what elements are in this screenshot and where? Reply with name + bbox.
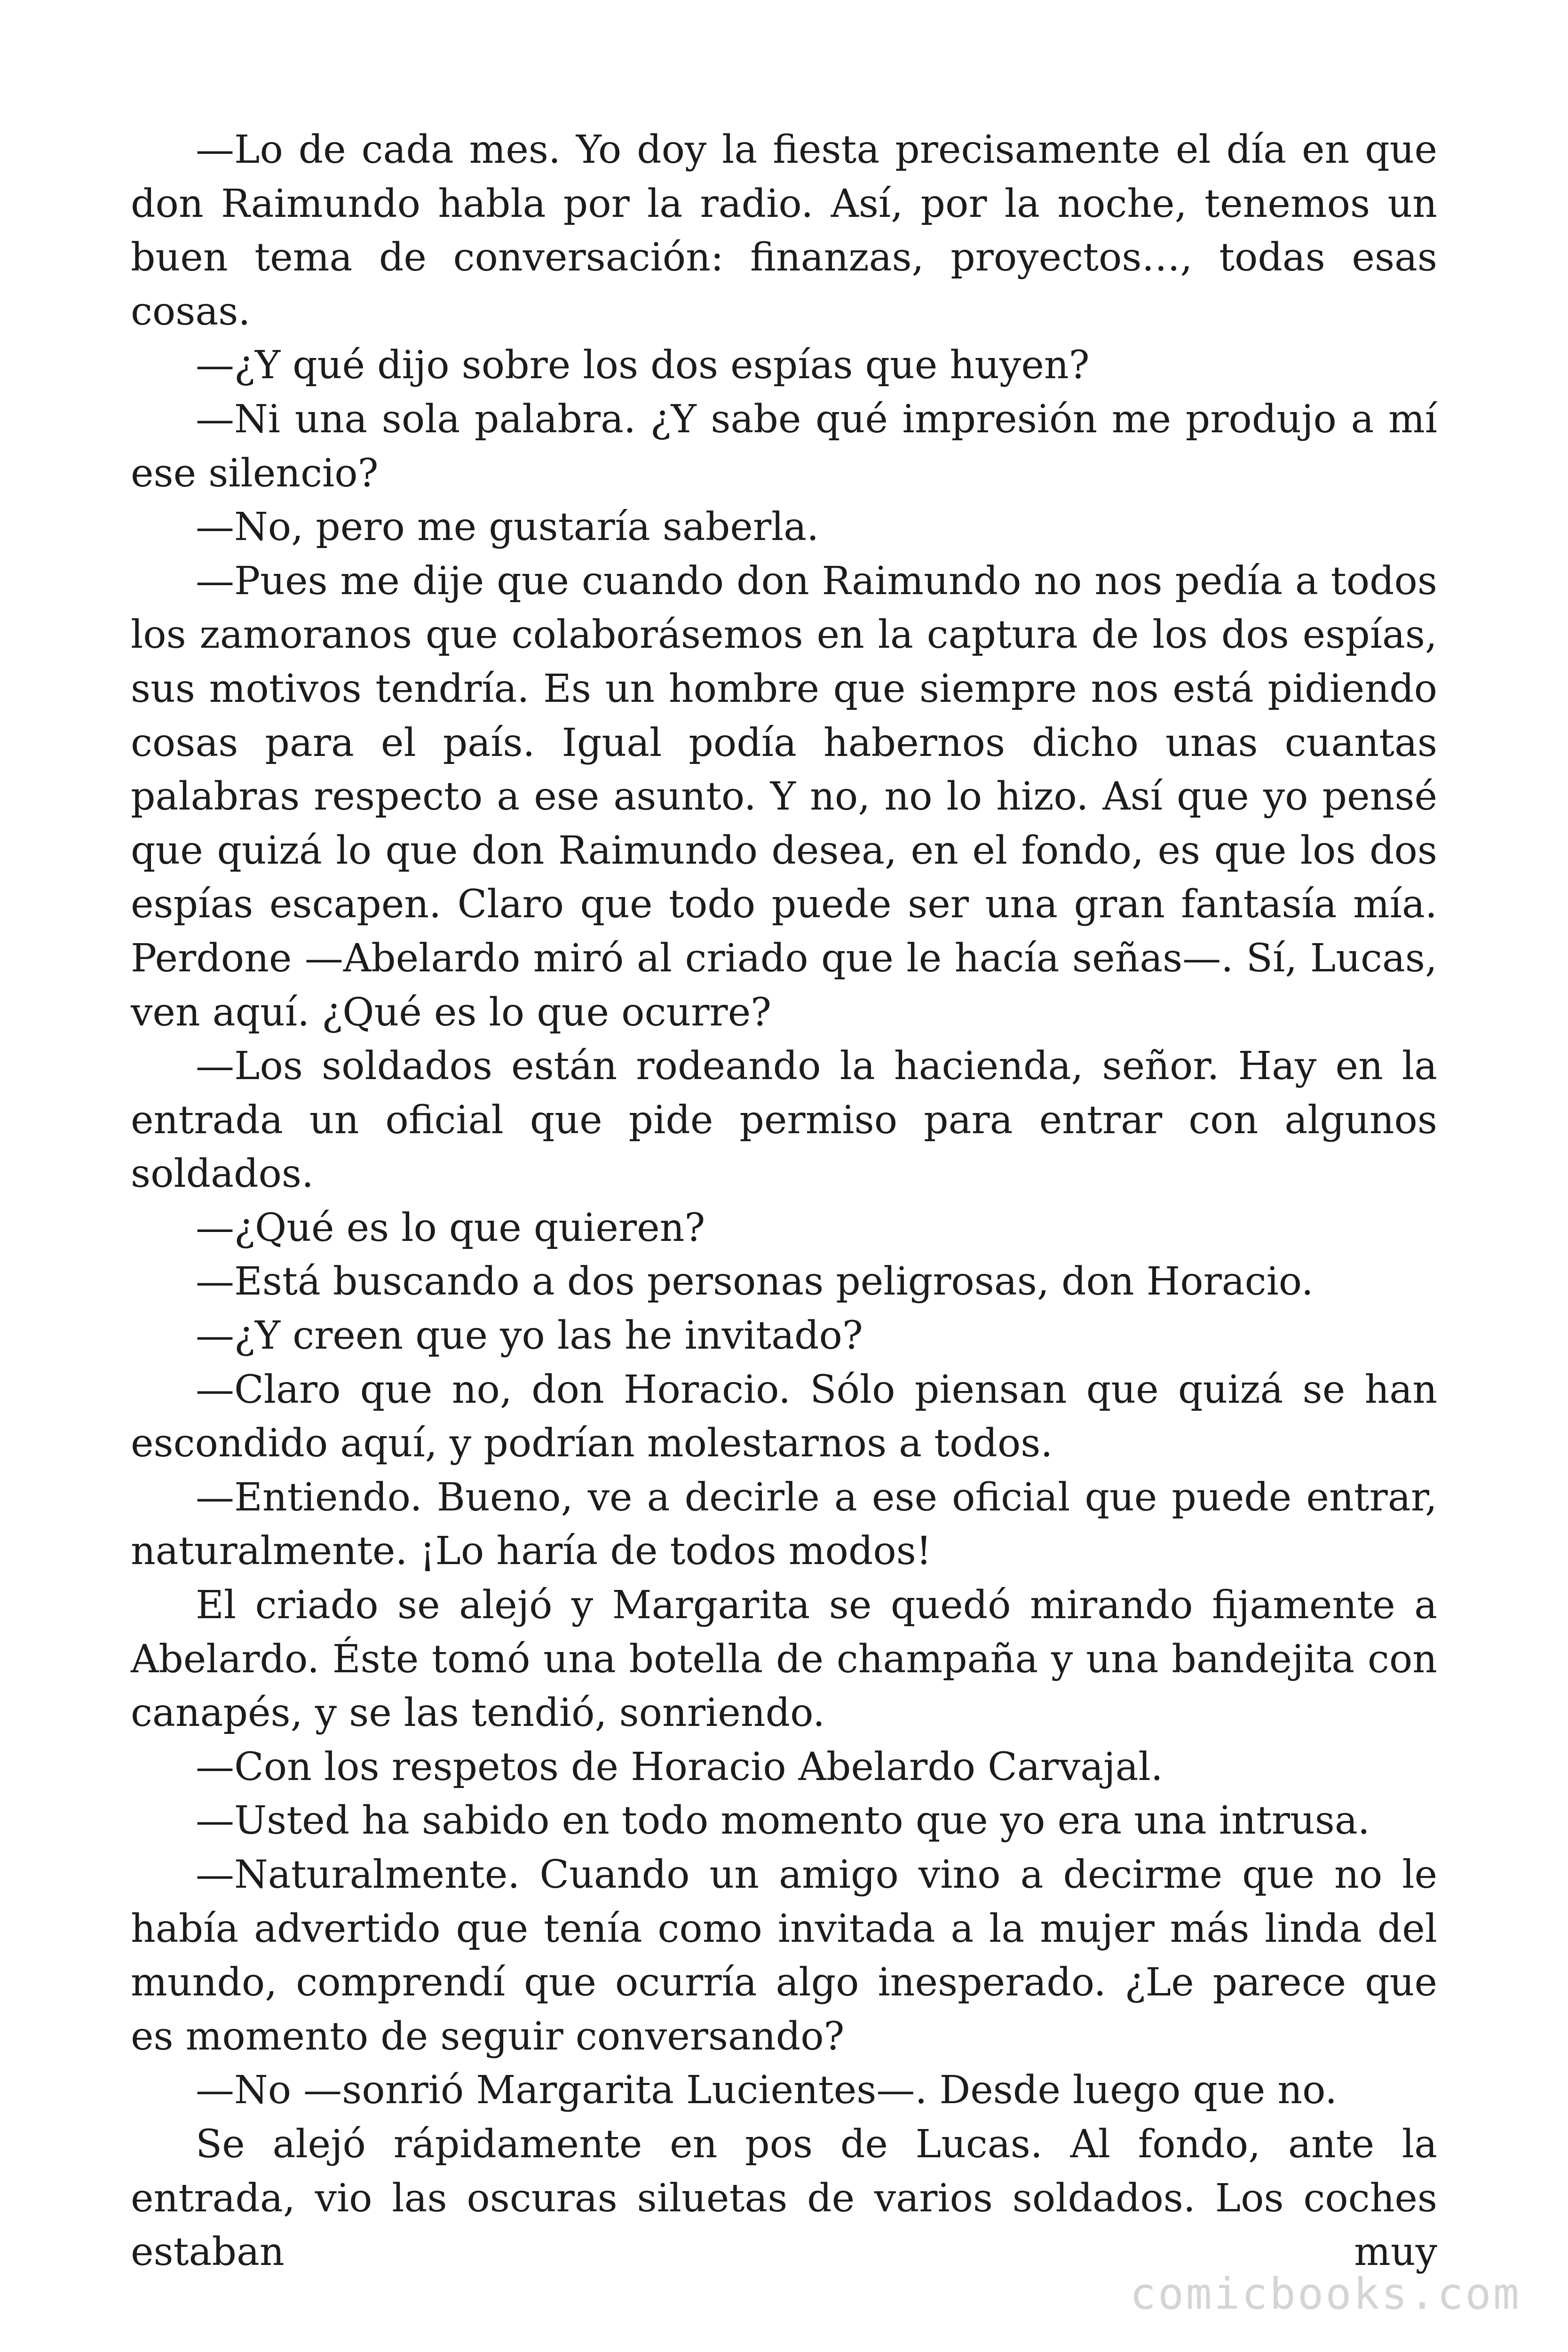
watermark: comicbooks.com — [1130, 2269, 1521, 2319]
paragraph: —Claro que no, don Horacio. Sólo piensan que quizá se han escondido aquí, y podrían molestarnos a todos. — [131, 1367, 1437, 1466]
paragraph: —No, pero me gustaría saberla. — [196, 505, 819, 550]
paragraph: —No —sonrió Margarita Lucientes—. Desde luego que no. — [196, 2068, 1338, 2113]
paragraph: —Naturalmente. Cuando un amigo vino a decirme que no le había advertido que tenía como invitada a la mujer más linda del mundo, comprendí que ocurría algo inesperado. ¿Le parece que es momento de seguir conversando? — [131, 1852, 1437, 2059]
paragraph: —¿Y qué dijo sobre los dos espías que huyen? — [196, 343, 1090, 388]
paragraph: —Usted ha sabido en todo momento que yo era una intrusa. — [196, 1798, 1370, 1843]
page-body — [131, 123, 1437, 2280]
paragraph: —Ni una sola palabra. ¿Y sabe qué impresión me produjo a mí ese silencio? — [131, 397, 1437, 496]
paragraph: —Está buscando a dos personas peligrosas, don Horacio. — [196, 1259, 1314, 1304]
paragraph: —Los soldados están rodeando la hacienda, señor. Hay en la entrada un oficial que pide permiso para entrar con algunos soldados. — [131, 1044, 1437, 1197]
paragraph: —Pues me dije que cuando don Raimundo no nos pedía a todos los zamoranos que colaborásemos en la captura de los dos espías, sus motivos tendría. Es un hombre que siempre nos está pidiendo cosas para el país. Igual podía habernos dicho unas cuantas palabras respecto a ese asunto. Y no, no lo hizo. Así que yo pensé que quizá lo que don Raimundo desea, en el fondo, es que los dos espías escapen. Claro que todo puede ser una gran fantasía mía. Perdone —Abelardo miró al criado que le hacía señas—. Sí, Lucas, ven aquí. ¿Qué es lo que ocurre? — [131, 558, 1437, 1035]
paragraph: —¿Qué es lo que quieren? — [196, 1205, 705, 1250]
paragraph: —Lo de cada mes. Yo doy la fiesta precisamente el día en que don Raimundo habla por la radio. Así, por la noche, tenemos un buen tema de conversación: finanzas, proyectos…, todas esas cosas. — [131, 127, 1437, 334]
paragraph: —¿Y creen que yo las he invitado? — [196, 1313, 863, 1359]
paragraph: —Con los respetos de Horacio Abelardo Carvajal. — [196, 1744, 1163, 1789]
paragraph: —Entiendo. Bueno, ve a decirle a ese oficial que puede entrar, naturalmente. ¡Lo haría de todos modos! — [131, 1475, 1437, 1574]
paragraph: Se alejó rápidamente en pos de Lucas. Al fondo, ante la entrada, vio las oscuras siluetas de varios soldados. Los coches estaban muy — [131, 2122, 1437, 2275]
paragraph: El criado se alejó y Margarita se quedó mirando fijamente a Abelardo. Éste tomó una botella de champaña y una bandejita con canapés, y se las tendió, sonriendo. — [131, 1583, 1437, 1736]
